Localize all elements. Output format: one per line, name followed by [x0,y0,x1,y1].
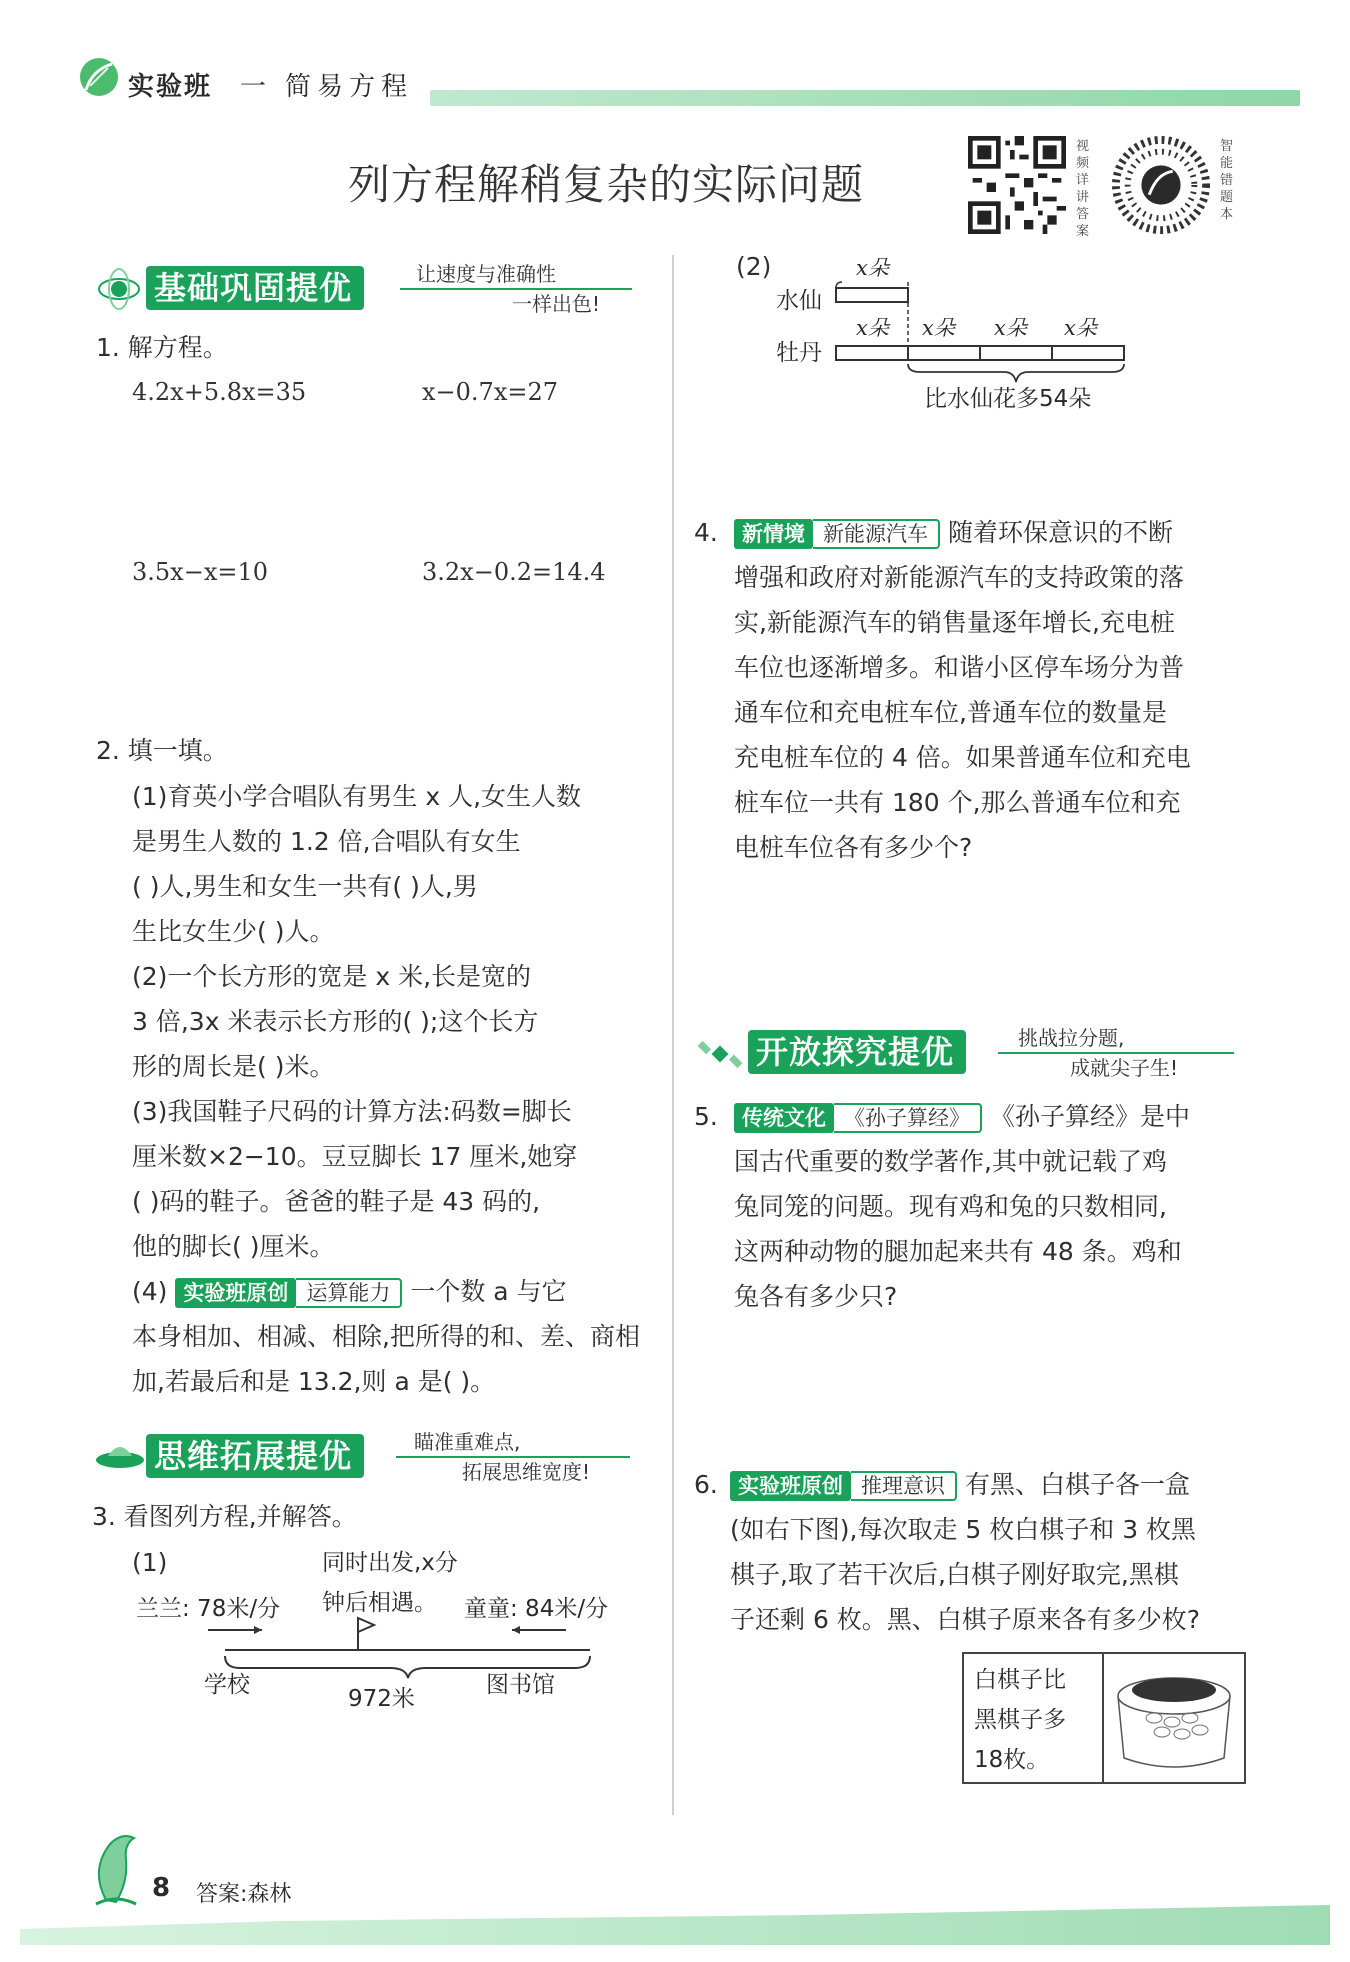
page-title: 列方程解稍复杂的实际问题 [348,160,865,209]
section-thinking-slogan-1: 瞄准重难点, [414,1430,521,1454]
q4-text: 随着环保意识的不断 [947,518,1173,547]
chess-box-note [964,1654,1104,1782]
q6-text: 有黑、白棋子各一盒 [964,1470,1190,1499]
q3-note-2: 钟后相遇。 [322,1590,437,1616]
q5-line: 兔各有多少只? [734,1282,898,1311]
q5-number: 5. [694,1102,718,1131]
q1-label: 1. 解方程。 [96,333,228,362]
shuixian-label: 水仙 [776,288,822,314]
section-open-banner: 开放探究提优 [748,1030,966,1074]
slogan-underline [396,1456,630,1458]
section-open-slogan-1: 挑战拉分题, [1018,1026,1125,1050]
q4-body [734,510,1254,870]
q2-part4-text: 一个数 a 与它 [410,1277,567,1306]
orbit-icon [96,266,142,312]
q2-part3-line: ( )码的鞋子。爸爸的鞋子是 43 码的, [132,1187,541,1216]
q2-part4-line: 本身相加、相减、相除,把所得的和、差、商相 [132,1322,640,1351]
q6-line [730,1462,1260,1507]
original-tag: 实验班原创 [175,1278,296,1308]
q5-line: 兔同笼的问题。现有鸡和兔的只数相同, [734,1192,1167,1221]
q2-label: 2. 填一填。 [96,736,228,765]
q6-line: 子还剩 6 枚。黑、白棋子原来各有多少枚? [730,1605,1201,1634]
q2-part1-line: 生比女生少( )人。 [132,917,335,946]
leaf-logo-icon [78,56,120,98]
answer-hint: 答案:森林 [196,1882,292,1907]
footer-band [20,1905,1330,1945]
section-basic-slogan-2: 一样出色! [512,292,601,316]
q2-part1-line: 是男生人数的 1.2 倍,合唱队有女生 [132,827,521,856]
chapter-name: 简易方程 [285,72,414,102]
culture-tag: 传统文化 [734,1103,834,1133]
q2-part4-line [132,1269,652,1314]
q2-part2-line: (2)一个长方形的宽是 x 米,长是宽的 [132,962,532,991]
q5-line [734,1094,1254,1139]
section-thinking-banner: 思维拓展提优 [146,1434,364,1478]
q2-part3-line: 厘米数×2−10。豆豆脚长 17 厘米,她穿 [132,1142,578,1171]
unit-label: x朵 [856,256,889,280]
q4-line: 车位也逐渐增多。和谐小区停车场分为普 [734,653,1185,682]
skill-tag: 推理意识 [851,1471,957,1501]
unit-label: x朵 [856,316,889,340]
q2-part1 [132,774,652,1404]
q4-line: 增强和政府对新能源汽车的支持政策的落 [734,563,1185,592]
q4-line: 实,新能源汽车的销售量逐年增长,充电桩 [734,608,1175,637]
q4-line: 桩车位一共有 180 个,那么普通车位和充 [734,788,1181,817]
slogan-underline [998,1052,1234,1054]
school-label: 学校 [204,1672,250,1698]
q2-part1-line: ( )人,男生和女生一共有( )人,男 [132,872,478,901]
section-basic-banner: 基础巩固提优 [146,266,364,310]
chess-box-figure [962,1652,1246,1784]
meeting-diagram [180,1612,650,1682]
unit-label: x朵 [1064,316,1097,340]
q2-part2-line: 3 倍,3x 米表示长方形的( );这个长方 [132,1007,539,1036]
library-label: 图书馆 [486,1672,555,1698]
q5-line: 这两种动物的腿加起来共有 48 条。鸡和 [734,1237,1182,1266]
mini-program-code-icon[interactable] [1112,136,1210,234]
q1-equation-b: x−0.7x=27 [422,378,558,406]
q4-number: 4. [694,518,718,547]
topic-tag: 新能源汽车 [813,519,940,549]
q4-line: 电桩车位各有多少个? [734,833,973,862]
unit-label: x朵 [994,316,1027,340]
q3-label: 3. 看图列方程,并解答。 [92,1502,357,1531]
mudan-label: 牡丹 [776,340,822,366]
qr1-caption: 视频详讲答案 [1076,139,1090,239]
column-divider [672,255,674,1815]
page-number: 8 [152,1873,171,1903]
lanlan-speed: 兰兰: 78米/分 [136,1596,281,1622]
q2-part3-line: 他的脚长( )厘米。 [132,1232,335,1261]
q5-body [734,1094,1254,1319]
new-context-tag: 新情境 [734,519,813,549]
q1-equation-d: 3.2x−0.2=14.4 [422,558,606,586]
q2-part4-prefix: (4) [132,1277,168,1306]
chess-note-line: 黑棋子多 [974,1707,1066,1733]
slogan-underline [400,288,632,290]
q2-part1-line: (1)育英小学合唱队有男生 x 人,女生人数 [132,782,582,811]
q2-part2-line: 形的周长是( )米。 [132,1052,335,1081]
dolphin-icon [86,1830,146,1910]
distance-label: 972米 [348,1686,415,1712]
q4-line: 通车位和充电桩车位,普通车位的数量是 [734,698,1167,727]
qr-code-icon[interactable] [968,136,1066,234]
header-dash: 一 [240,72,267,102]
q1-equation-a: 4.2x+5.8x=35 [132,378,307,406]
q4-line [734,510,1254,555]
series-name: 实验班 [128,72,213,102]
chess-bowl-icon [1110,1662,1238,1774]
section-open-slogan-2: 成就尖子生! [1070,1056,1179,1080]
skill-tag: 运算能力 [296,1278,402,1308]
chess-note-line: 白棋子比 [974,1667,1066,1693]
q6-line: 棋子,取了若干次后,白棋子刚好取完,黑棋 [730,1560,1179,1589]
q2-part3-line: (3)我国鞋子尺码的计算方法:码数=脚长 [132,1097,572,1126]
unit-label: x朵 [922,316,955,340]
q4-line: 充电桩车位的 4 倍。如果普通车位和充电 [734,743,1191,772]
section-thinking-slogan-2: 拓展思维宽度! [462,1460,591,1484]
chess-note-line: 18枚。 [974,1747,1050,1773]
q5-line: 国古代重要的数学著作,其中就记载了鸡 [734,1147,1167,1176]
ufo-icon [94,1436,146,1476]
header-band [430,90,1300,106]
topic-tag: 《孙子算经》 [834,1103,982,1133]
q3-part2-label: (2) [736,252,772,281]
section-basic-slogan-1: 让速度与准确性 [416,262,556,286]
q1-equation-c: 3.5x−x=10 [132,558,268,586]
qr2-caption: 智能错题本 [1220,139,1234,222]
q6-body [730,1462,1260,1642]
flower-bar-diagram [830,278,1130,388]
q2-part4-line: 加,若最后和是 13.2,则 a 是( )。 [132,1367,496,1396]
q3-part1-label: (1) [132,1548,168,1577]
q6-line: (如右下图),每次取走 5 枚白棋子和 3 枚黑 [730,1515,1197,1544]
q6-number: 6. [694,1470,718,1499]
q3-note-1: 同时出发,x分 [322,1550,458,1576]
difference-label: 比水仙花多54朵 [924,386,1092,412]
original-tag: 实验班原创 [730,1471,851,1501]
q5-text: 《孙子算经》是中 [989,1102,1190,1131]
satellite-icon [696,1030,744,1078]
tongtong-speed: 童童: 84米/分 [464,1596,609,1622]
